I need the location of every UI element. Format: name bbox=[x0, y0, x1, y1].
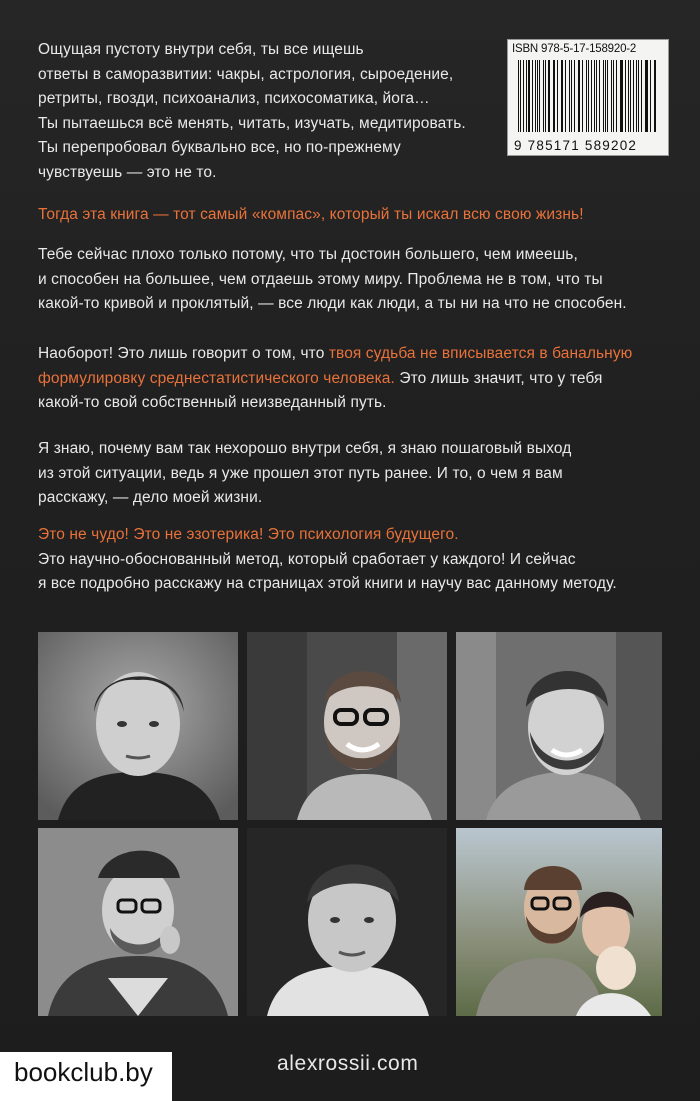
barcode-bar bbox=[607, 60, 608, 132]
author-website: alexrossii.com bbox=[277, 1052, 419, 1075]
barcode-bar bbox=[654, 60, 655, 132]
paragraph-line bbox=[38, 367, 668, 392]
barcode-bar bbox=[569, 60, 571, 132]
barcode-bar bbox=[641, 60, 642, 132]
barcode-bar bbox=[630, 60, 631, 132]
paragraph-destiny bbox=[38, 342, 668, 416]
author-photo-1 bbox=[38, 632, 238, 820]
paragraph-method bbox=[38, 523, 668, 597]
barcode-bar bbox=[621, 60, 623, 132]
barcode-bar bbox=[591, 60, 592, 132]
isbn-barcode bbox=[507, 39, 669, 156]
intro-line: ретриты, гвозди, психоанализ, психосоматика, йога… bbox=[38, 90, 430, 107]
accent-text: формулировку среднестатистического человека. bbox=[38, 369, 395, 387]
barcode-bar bbox=[528, 60, 530, 132]
isbn-label: ISBN 978-5-17-158920-2 bbox=[512, 43, 637, 55]
accent-text: твоя судьба не вписывается в банальную bbox=[328, 345, 633, 362]
paragraph-line: какой-то кривой и проклятый, — все люди как люди, а ты ни на что не способен. bbox=[38, 295, 627, 312]
barcode-bar bbox=[596, 60, 597, 132]
highlight-paragraph bbox=[38, 203, 598, 228]
paragraph-line: из этой ситуации, ведь я уже прошел этот путь ранее. И то, о чем я вам bbox=[38, 464, 563, 482]
paragraph-line: Тебе сейчас плохо только потому, что ты достоин большего, чем имеешь, bbox=[38, 246, 578, 263]
author-photo-3 bbox=[456, 632, 662, 820]
watermark-label: bookclub.by bbox=[0, 1052, 172, 1101]
barcode-bar bbox=[565, 60, 566, 132]
barcode-bar bbox=[554, 60, 555, 132]
barcode-bar bbox=[543, 60, 544, 132]
barcode-bar bbox=[539, 60, 540, 132]
barcode-bar bbox=[645, 60, 646, 132]
paragraph-line: я все подробно расскажу на страницах этой книги и научу вас данному методу. bbox=[38, 575, 617, 592]
barcode-bar bbox=[548, 60, 550, 132]
intro-line: чувствуешь — это не то. bbox=[38, 163, 217, 181]
paragraph-line: Это научно-обоснованный метод, который сработает у каждого! И сейчас bbox=[38, 550, 576, 568]
barcode-bar bbox=[605, 60, 606, 132]
barcode-bar bbox=[603, 60, 604, 132]
barcode-bar bbox=[582, 60, 583, 132]
barcode-bar bbox=[586, 60, 587, 132]
paragraph-line: какой-то свой собственный неизведанный путь. bbox=[38, 394, 387, 411]
method-accent-line: Это не чудо! Это не эзотерика! Это психология будущего. bbox=[38, 526, 459, 543]
barcode-bar bbox=[571, 60, 572, 132]
barcode-bar bbox=[625, 60, 626, 132]
barcode-bar bbox=[561, 60, 562, 132]
author-photo-6 bbox=[456, 828, 662, 1016]
barcode-bar bbox=[574, 60, 575, 132]
barcode-bar bbox=[636, 60, 637, 132]
paragraph-worth bbox=[38, 243, 668, 317]
paragraph-knowledge bbox=[38, 437, 658, 511]
barcode-bar bbox=[655, 60, 656, 132]
intro-paragraph bbox=[38, 38, 488, 185]
intro-line: Ты пытаешься всё менять, читать, изучать, медитировать. bbox=[38, 114, 466, 132]
barcode-bar bbox=[611, 60, 612, 132]
barcode-bar bbox=[628, 60, 629, 132]
barcode-bar bbox=[557, 60, 558, 132]
barcode-bar bbox=[599, 60, 601, 132]
intro-line: ответы в саморазвитии: чакры, астрология, сыроедение, bbox=[38, 65, 454, 83]
paragraph-line bbox=[38, 342, 668, 367]
barcode-bar bbox=[578, 60, 579, 132]
paragraph-line: расскажу, — дело моей жизни. bbox=[38, 489, 263, 506]
author-photo-2 bbox=[247, 632, 447, 820]
barcode-bar bbox=[523, 60, 524, 132]
barcode-bar bbox=[518, 60, 519, 132]
barcode-bar bbox=[646, 60, 648, 132]
barcode-bar bbox=[616, 60, 617, 132]
barcode-bar bbox=[588, 60, 589, 132]
barcode-bar bbox=[620, 60, 621, 132]
barcode-bar bbox=[537, 60, 538, 132]
paragraph-line: и способен на большее, чем отдаешь этому миру. Проблема не в том, что ты bbox=[38, 270, 603, 288]
barcode-bar bbox=[562, 60, 563, 132]
plain-text: Это лишь значит, что у тебя bbox=[394, 369, 603, 387]
barcode-bar bbox=[650, 60, 651, 132]
barcode-number: 9 785171 589202 bbox=[514, 138, 638, 153]
barcode-bars bbox=[518, 60, 658, 132]
author-photo-5 bbox=[247, 828, 447, 1016]
barcode-bar bbox=[532, 60, 533, 132]
author-photo-4 bbox=[38, 828, 238, 1016]
highlight-line: Тогда эта книга — тот самый «компас», который ты искал всю свою жизнь! bbox=[38, 206, 584, 223]
barcode-bar bbox=[545, 60, 546, 132]
plain-text: Наоборот! Это лишь говорит о том, что bbox=[38, 345, 329, 362]
barcode-bar bbox=[520, 60, 521, 132]
barcode-bar bbox=[594, 60, 595, 132]
intro-line: Ощущая пустоту внутри себя, ты все ищешь bbox=[38, 41, 364, 58]
barcode-bar bbox=[613, 60, 614, 132]
barcode-bar bbox=[633, 60, 634, 132]
barcode-bar bbox=[535, 60, 536, 132]
barcode-bar bbox=[526, 60, 527, 132]
barcode-bar bbox=[579, 60, 580, 132]
paragraph-line: Я знаю, почему вам так нехорошо внутри себя, я знаю пошаговый выход bbox=[38, 440, 572, 457]
intro-line: Ты перепробовал буквально все, но по-прежнему bbox=[38, 139, 401, 156]
barcode-bar bbox=[553, 60, 554, 132]
barcode-bar bbox=[638, 60, 639, 132]
